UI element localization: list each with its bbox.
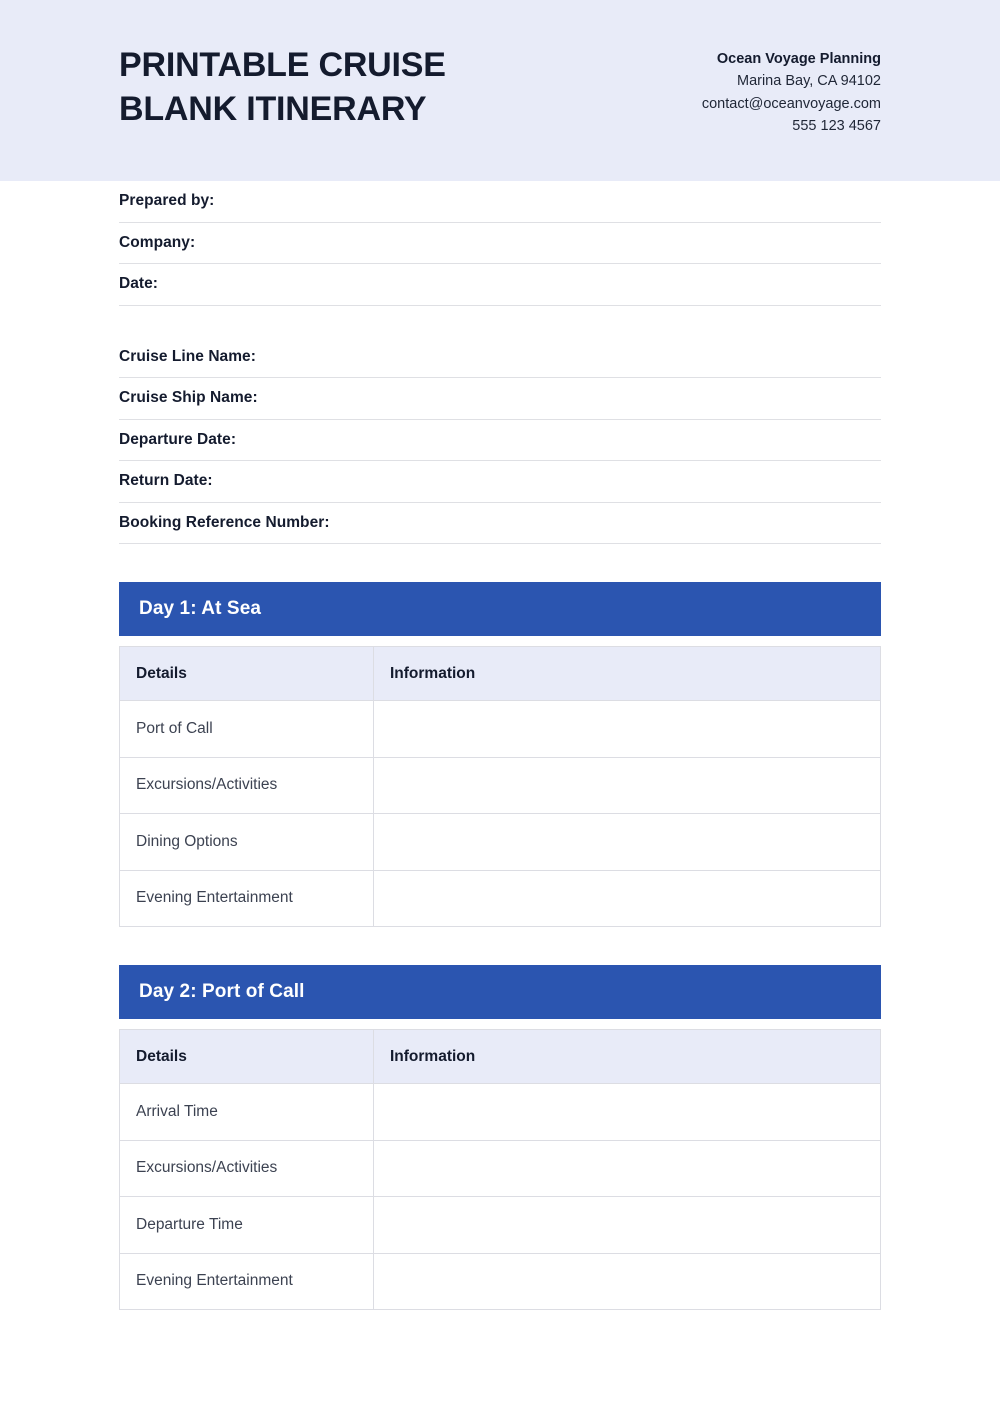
field-row-departure-date[interactable] <box>119 420 881 462</box>
prepared-by-field-group <box>119 181 881 306</box>
table-row <box>120 1197 881 1254</box>
column-header-information: Information <box>374 647 881 701</box>
field-group-spacer <box>119 306 881 337</box>
row-input-excursions-activities[interactable] <box>374 1140 881 1197</box>
table-header-row <box>120 1030 881 1084</box>
day-section-2 <box>119 965 881 1310</box>
table-row <box>120 870 881 927</box>
cruise-details-field-group <box>119 337 881 545</box>
field-row-cruise-line-name[interactable] <box>119 337 881 379</box>
field-row-cruise-ship-name[interactable] <box>119 378 881 420</box>
row-input-evening-entertainment[interactable] <box>374 870 881 927</box>
row-input-excursions-activities[interactable] <box>374 757 881 814</box>
day-2-table <box>119 1029 881 1310</box>
day-2-heading: Day 2: Port of Call <box>139 981 305 1002</box>
document-body <box>0 181 1000 1310</box>
page-title: PRINTABLE CRUISE BLANK ITINERARY <box>119 46 446 128</box>
field-label-prepared-by: Prepared by: <box>119 192 215 210</box>
table-header-row <box>120 647 881 701</box>
field-row-date[interactable] <box>119 264 881 306</box>
row-input-dining-options[interactable] <box>374 814 881 871</box>
company-contact-block <box>702 44 881 138</box>
field-row-return-date[interactable] <box>119 461 881 503</box>
company-phone: 555 123 4567 <box>792 118 881 135</box>
table-row <box>120 1140 881 1197</box>
row-label-excursions-activities: Excursions/Activities <box>120 1140 374 1197</box>
row-label-port-of-call: Port of Call <box>120 701 374 758</box>
field-label-cruise-line-name: Cruise Line Name: <box>119 347 256 365</box>
field-label-booking-reference-number: Booking Reference Number: <box>119 513 330 531</box>
row-input-departure-time[interactable] <box>374 1197 881 1254</box>
day-section-1 <box>119 582 881 927</box>
field-row-booking-reference-number[interactable] <box>119 503 881 545</box>
day-1-header <box>119 582 881 636</box>
column-header-details: Details <box>120 647 374 701</box>
day-1-table <box>119 646 881 927</box>
row-input-evening-entertainment[interactable] <box>374 1253 881 1310</box>
column-header-details: Details <box>120 1030 374 1084</box>
field-label-date: Date: <box>119 275 159 293</box>
document-header <box>0 0 1000 181</box>
row-input-port-of-call[interactable] <box>374 701 881 758</box>
row-label-evening-entertainment: Evening Entertainment <box>120 1253 374 1310</box>
table-row <box>120 701 881 758</box>
day-2-header <box>119 965 881 1019</box>
company-address: Marina Bay, CA 94102 <box>736 73 881 90</box>
company-email: contact@oceanvoyage.com <box>701 95 881 112</box>
row-input-arrival-time[interactable] <box>374 1084 881 1141</box>
row-label-arrival-time: Arrival Time <box>120 1084 374 1141</box>
company-name: Ocean Voyage Planning <box>716 51 881 67</box>
field-row-prepared-by[interactable] <box>119 181 881 223</box>
row-label-excursions-activities: Excursions/Activities <box>120 757 374 814</box>
table-row <box>120 1253 881 1310</box>
field-label-return-date: Return Date: <box>119 472 213 490</box>
row-label-dining-options: Dining Options <box>120 814 374 871</box>
field-label-cruise-ship-name: Cruise Ship Name: <box>119 389 258 407</box>
table-row <box>120 814 881 871</box>
row-label-departure-time: Departure Time <box>120 1197 374 1254</box>
field-label-departure-date: Departure Date: <box>119 430 237 448</box>
day-1-heading: Day 1: At Sea <box>139 598 262 619</box>
field-label-company: Company: <box>119 233 196 251</box>
table-row <box>120 757 881 814</box>
column-header-information: Information <box>374 1030 881 1084</box>
field-row-company[interactable] <box>119 223 881 265</box>
table-row <box>120 1084 881 1141</box>
row-label-evening-entertainment: Evening Entertainment <box>120 870 374 927</box>
